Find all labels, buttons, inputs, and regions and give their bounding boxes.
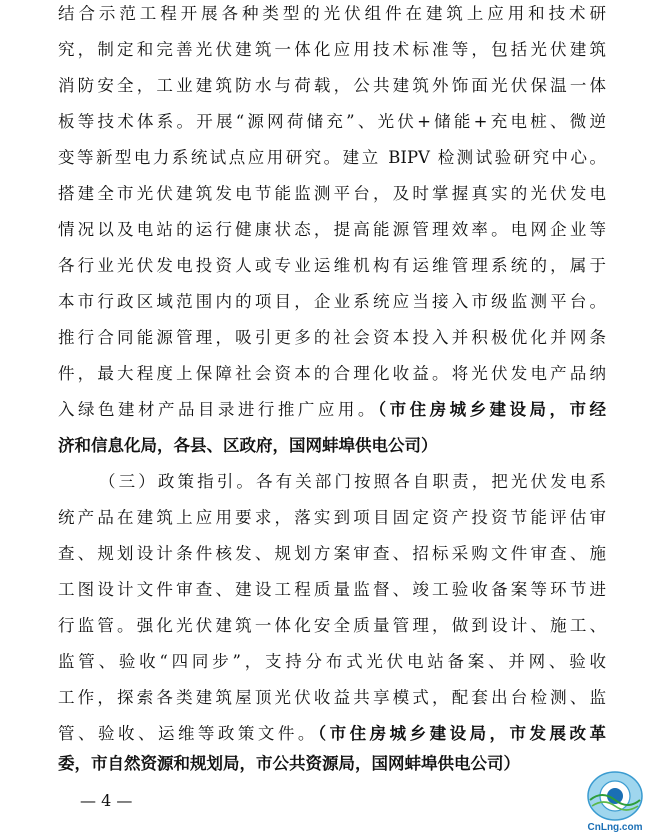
text-line: 究，制定和完善光伏建筑一体化应用技术标准等，包括光伏建筑 [58,40,606,59]
text-run: 。各有关部门按照各自职责，把光伏发电系 [236,472,607,491]
page-number: — 4 — [80,791,133,810]
text-run: 入绿色建材产品目录进行推广应用。 [58,400,378,419]
text-line: 监管、验收“四同步”，支持分布式光伏电站备案、并网、验收 [58,652,606,671]
text-line [99,470,606,494]
text-line: 推行合同能源管理，吸引更多的社会资本投入并积极优化并网条 [58,328,606,347]
text-line: 情况以及电站的运行健康状态，提高能源管理效率。电网企业等 [58,220,606,239]
responsible-departments: 委，市自然资源和规划局，市公共资源局，国网蚌埠供电公司） [58,754,520,773]
text-run: 管、验收、运维等政策文件。 [58,724,318,743]
text-line: 统产品在建筑上应用要求，落实到项目固定资产投资节能评估审 [58,508,606,527]
responsible-departments: （市住房城乡建设局，市发展改革 [317,724,607,743]
watermark-logo [572,770,658,834]
text-line: 变等新型电力系统试点应用研究。建立 BIPV 检测试验研究中心。 [58,148,606,167]
text-line: 搭建全市光伏建筑发电节能监测平台，及时掌握真实的光伏发电 [58,184,606,203]
text-line: 板等技术体系。开展“源网荷储充”、光伏+储能+充电桩、微逆 [58,112,606,131]
watermark-logo-icon [572,770,658,834]
text-line: 各行业光伏发电投资人或专业运维机构有运维管理系统的，属于 [58,256,606,275]
text-line: 行监管。强化光伏建筑一体化安全质量管理，做到设计、施工、 [58,616,606,635]
text-line: 查、规划设计条件核发、规划方案审查、招标采购文件审查、施 [58,544,606,563]
text-line [58,398,606,422]
section-heading: （三）政策指引 [99,472,237,491]
text-line: 工作，探索各类建筑屋顶光伏收益共享模式，配套出台检测、监 [58,688,606,707]
text-line [58,722,606,746]
text-line: 本市行政区域范围内的项目，企业系统应当接入市级监测平台。 [58,292,606,311]
watermark-text: CnLng.com [587,822,643,833]
text-line: 件，最大程度上保障社会资本的合理化收益。将光伏发电产品纳 [58,364,606,383]
text-line: 结合示范工程开展各种类型的光伏组件在建筑上应用和技术研 [58,4,606,23]
text-line: 消防安全，工业建筑防水与荷载，公共建筑外饰面光伏保温一体 [58,76,606,95]
text-line: 工图设计文件审查、建设工程质量监督、竣工验收备案等环节进 [58,580,606,599]
responsible-departments: 济和信息化局，各县、区政府，国网蚌埠供电公司） [58,436,438,455]
responsible-departments: （市住房城乡建设局，市经 [377,400,607,419]
